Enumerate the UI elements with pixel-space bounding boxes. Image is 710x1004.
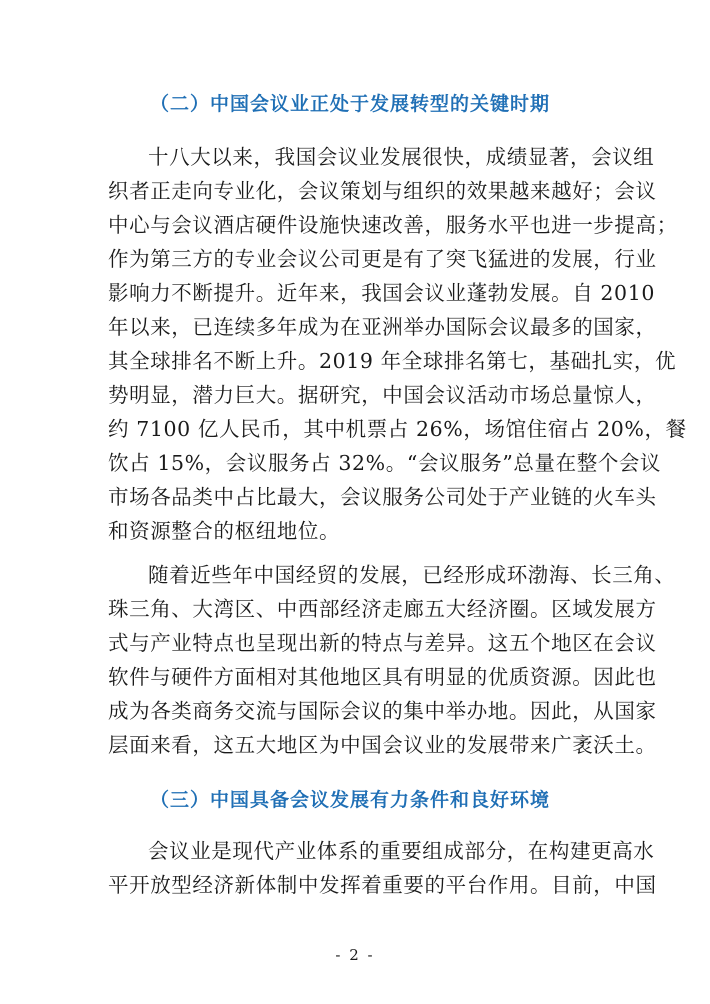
paragraph-line: 饮占 15%，会议服务占 32%。“会议服务”总量在整个会议: [108, 451, 662, 475]
paragraph-line: 成为各类商务交流与国际会议的集中举办地。因此，从国家: [108, 699, 657, 723]
page-number: - 2 -: [335, 946, 375, 964]
paragraph-line: 和资源整合的枢纽地位。: [108, 519, 341, 543]
paragraph-line: 影响力不断提升。近年来，我国会议业蓬勃发展。自 2010: [108, 281, 655, 305]
paragraph-line: 软件与硬件方面相对其他地区具有明显的优质资源。因此也: [108, 665, 657, 689]
paragraph-line: 会议业是现代产业体系的重要组成部分，在构建更高水: [148, 839, 655, 863]
paragraph-line: 式与产业特点也呈现出新的特点与差异。这五个地区在会议: [108, 631, 657, 655]
paragraph-line: 织者正走向专业化，会议策划与组织的效果越来越好；会议: [108, 179, 657, 203]
paragraph-line: 市场各品类中占比最大，会议服务公司处于产业链的火车头: [108, 485, 657, 509]
paragraph-line: 作为第三方的专业会议公司更是有了突飞猛进的发展，行业: [108, 247, 657, 271]
paragraph-line: 层面来看，这五大地区为中国会议业的发展带来广袤沃土。: [108, 733, 657, 757]
paragraph-line: 珠三角、大湾区、中西部经济走廊五大经济圈。区域发展方: [108, 597, 657, 621]
paragraph-line: 十八大以来，我国会议业发展很快，成绩显著，会议组: [148, 145, 655, 169]
paragraph-line: 势明显，潜力巨大。据研究，中国会议活动市场总量惊人，: [108, 383, 657, 407]
section-heading-2: （二）中国会议业正处于发展转型的关键时期: [150, 93, 551, 115]
paragraph-line: 其全球排名不断上升。2019 年全球排名第七，基础扎实，优: [108, 349, 677, 373]
paragraph-line: 随着近些年中国经贸的发展，已经形成环渤海、长三角、: [148, 563, 676, 587]
paragraph-line: 平开放型经济新体制中发挥着重要的平台作用。目前，中国: [108, 873, 657, 897]
paragraph-line: 年以来，已连续多年成为在亚洲举办国际会议最多的国家，: [108, 315, 657, 339]
paragraph-line: 中心与会议酒店硬件设施快速改善，服务水平也进一步提高；: [108, 213, 678, 237]
section-heading-3: （三）中国具备会议发展有力条件和良好环境: [150, 789, 551, 811]
paragraph-line: 约 7100 亿人民币，其中机票占 26%，场馆住宿占 20%，餐: [108, 417, 687, 441]
